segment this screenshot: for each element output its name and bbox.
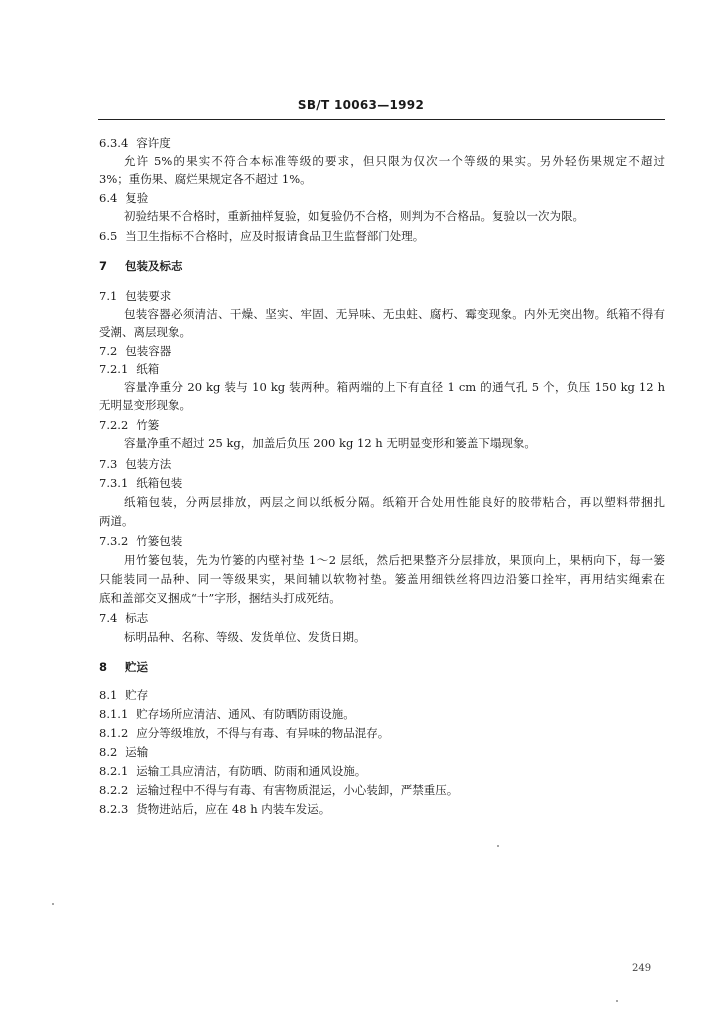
clause-number: 7.3.1	[99, 476, 129, 490]
clause-number: 8.2.3	[99, 802, 129, 816]
clause-6-3-4-line-2: 3%；重伤果、腐烂果规定各不超过 1%。	[99, 172, 312, 186]
clause-7-2-2-heading	[99, 418, 665, 433]
clause-7-4-line-1: 标明品种、名称、等级、发货单位、发货日期。	[124, 630, 366, 644]
clause-title: 标志	[125, 611, 149, 625]
clause-6-4-heading	[99, 191, 665, 206]
scan-speck	[616, 1000, 618, 1002]
clause-number: 7.2	[99, 344, 118, 358]
clause-7-3-2-line-1: 用竹篓包装，先为竹篓的内壁衬垫 1～2 层纸，然后把果整齐分层排放，果顶向上，果柄向下，每一篓	[124, 553, 665, 567]
clause-7-3-2-heading	[99, 534, 665, 549]
clause-title: 包装容器	[125, 344, 172, 358]
page-number: 249	[632, 963, 652, 974]
clause-number: 7.1	[99, 289, 118, 303]
section-number: 7	[99, 259, 108, 273]
section-number: 8	[99, 660, 108, 674]
clause-7-3-1-line-2: 两道。	[99, 514, 134, 528]
clause-6-5	[99, 229, 665, 244]
section-7-heading	[99, 259, 665, 274]
clause-number: 6.5	[99, 229, 118, 243]
clause-7-3-1-heading	[99, 476, 665, 491]
clause-8-2-2	[99, 783, 665, 798]
clause-6-3-4-line-1: 允许 5%的果实不符合本标准等级的要求，但只限为仅次一个等级的果实。另外轻伤果规定不超过	[124, 154, 665, 168]
clause-number: 6.3.4	[99, 136, 129, 150]
clause-title: 复验	[125, 191, 149, 205]
clause-number: 7.3.2	[99, 534, 129, 548]
clause-title: 纸箱包装	[136, 476, 183, 490]
clause-number: 7.4	[99, 611, 118, 625]
clause-title: 竹篓包装	[136, 534, 183, 548]
scan-speck	[497, 845, 499, 847]
section-8-heading	[99, 660, 665, 675]
clause-8-1-heading	[99, 688, 665, 703]
clause-number: 7.3	[99, 457, 118, 471]
clause-text: 贮存场所应清洁、通风、有防晒防雨设施。	[136, 707, 355, 721]
clause-number: 8.2.2	[99, 783, 129, 797]
clause-8-1-2	[99, 726, 665, 741]
clause-title: 竹篓	[136, 418, 160, 432]
clause-8-2-heading	[99, 745, 665, 760]
clause-title: 贮存	[125, 688, 149, 702]
clause-number: 6.4	[99, 191, 118, 205]
clause-text: 货物进站后，应在 48 h 内装车发运。	[136, 802, 331, 816]
clause-6-3-4-heading	[99, 136, 665, 151]
clause-title: 包装方法	[125, 457, 172, 471]
clause-7-2-1-line-1: 容量净重分 20 kg 装与 10 kg 装两种。箱两端的上下有直径 1 cm 的通气孔 5 个，负压 150 kg 12 h	[124, 380, 665, 394]
clause-8-2-1	[99, 764, 665, 779]
section-title: 贮运	[125, 660, 148, 674]
standard-code-header: SB/T 10063—1992	[297, 98, 425, 112]
clause-number: 7.2.2	[99, 418, 129, 432]
clause-text: 应分等级堆放，不得与有毒、有异味的物品混存。	[136, 726, 390, 740]
clause-7-2-1-line-2: 无明显变形现象。	[99, 398, 191, 412]
clause-text: 运输工具应清洁，有防晒、防雨和通风设施。	[136, 764, 367, 778]
clause-text: 运输过程中不得与有毒、有害物质混运，小心装卸，严禁重压。	[136, 783, 459, 797]
clause-7-1-line-1: 包装容器必须清洁、干燥、坚实、牢固、无异味、无虫蛀、腐朽、霉变现象。内外无突出物。纸箱不得有	[124, 307, 665, 321]
clause-title: 运输	[125, 745, 149, 759]
section-title: 包装及标志	[125, 259, 183, 273]
clause-number: 8.1.1	[99, 707, 129, 721]
clause-7-1-line-2: 受潮、离层现象。	[99, 325, 191, 339]
clause-number: 8.2.1	[99, 764, 129, 778]
clause-title: 包装要求	[125, 289, 172, 303]
clause-7-2-1-heading	[99, 362, 665, 377]
clause-number: 8.1.2	[99, 726, 129, 740]
clause-7-3-1-line-1: 纸箱包装，分两层排放，两层之间以纸板分隔。纸箱开合处用性能良好的胶带粘合，再以塑料带捆扎	[124, 495, 665, 509]
clause-7-1-heading	[99, 289, 665, 304]
clause-7-3-2-line-3: 底和盖部交叉捆成“十”字形，捆结头打成死结。	[99, 591, 341, 605]
clause-7-4-heading	[99, 611, 665, 626]
clause-8-1-1	[99, 707, 665, 722]
clause-title: 容许度	[136, 136, 171, 150]
clause-number: 7.2.1	[99, 362, 129, 376]
clause-7-2-heading	[99, 344, 665, 359]
clause-7-3-heading	[99, 457, 665, 472]
header-rule	[98, 119, 665, 120]
clause-title: 纸箱	[136, 362, 160, 376]
clause-7-3-2-line-2: 只能装同一品种、同一等级果实，果间辅以软物衬垫。篓盖用细铁丝将四边沿篓口拴牢，再用结实绳索在	[99, 572, 665, 586]
scan-speck	[52, 903, 54, 905]
clause-7-2-2-line-1: 容量净重不超过 25 kg，加盖后负压 200 kg 12 h 无明显变形和篓盖下塌现象。	[124, 436, 536, 450]
clause-number: 8.1	[99, 688, 118, 702]
clause-text: 当卫生指标不合格时，应及时报请食品卫生监督部门处理。	[125, 229, 425, 243]
clause-6-4-line-1: 初验结果不合格时，重新抽样复验，如复验仍不合格，则判为不合格品。复验以一次为限。	[124, 209, 584, 223]
clause-number: 8.2	[99, 745, 118, 759]
clause-8-2-3	[99, 802, 665, 817]
